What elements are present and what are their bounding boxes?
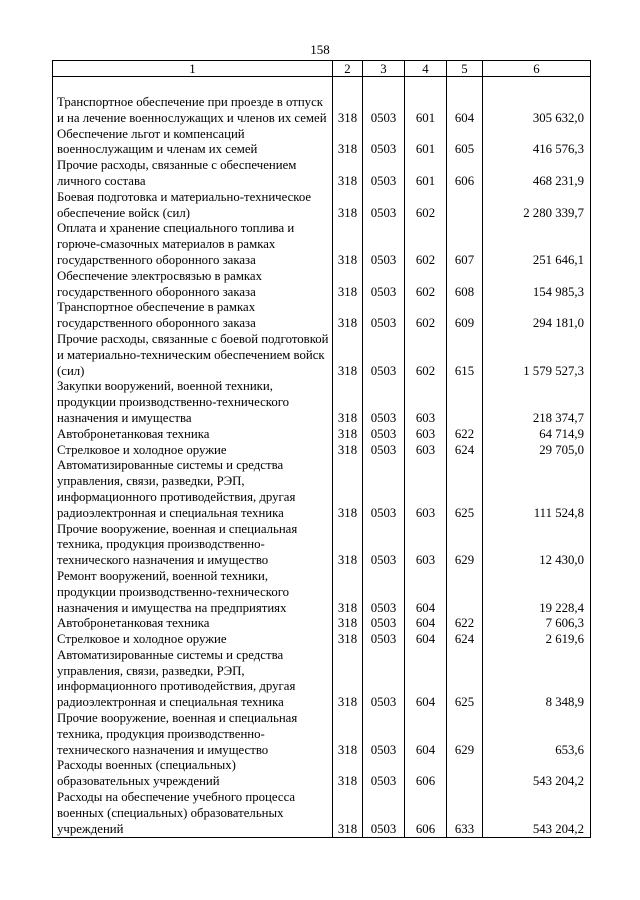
row-code-chapter: 318 — [333, 522, 363, 569]
row-code-expense-type: 622 — [447, 427, 483, 443]
row-amount: 468 231,9 — [483, 158, 591, 190]
spacer-row — [53, 77, 591, 96]
row-code-article: 602 — [405, 221, 447, 268]
row-code-chapter: 318 — [333, 616, 363, 632]
row-amount: 543 204,2 — [483, 790, 591, 838]
row-code-section: 0503 — [363, 632, 405, 648]
row-code-section: 0503 — [363, 221, 405, 268]
row-code-chapter: 318 — [333, 443, 363, 459]
table-row — [53, 269, 591, 301]
row-code-chapter: 318 — [333, 127, 363, 159]
row-name: Автоматизированные системы и средства управления, связи, разведки, РЭП, информационного противодействия, другая радиоэлектронная и специальная техника — [53, 458, 333, 521]
row-code-section: 0503 — [363, 158, 405, 190]
table-row — [53, 332, 591, 379]
table-row — [53, 300, 591, 332]
row-amount: 653,6 — [483, 711, 591, 758]
row-code-article: 602 — [405, 190, 447, 222]
row-amount: 251 646,1 — [483, 221, 591, 268]
row-code-section: 0503 — [363, 300, 405, 332]
row-code-chapter: 318 — [333, 458, 363, 521]
row-name: Автобронетанковая техника — [53, 616, 333, 632]
row-code-chapter: 318 — [333, 158, 363, 190]
row-code-expense-type: 605 — [447, 127, 483, 159]
row-amount: 154 985,3 — [483, 269, 591, 301]
row-code-article: 603 — [405, 427, 447, 443]
row-amount: 7 606,3 — [483, 616, 591, 632]
row-amount: 218 374,7 — [483, 379, 591, 426]
row-name: Стрелковое и холодное оружие — [53, 632, 333, 648]
row-code-expense-type: 629 — [447, 522, 483, 569]
row-code-article: 601 — [405, 158, 447, 190]
row-code-expense-type: 624 — [447, 443, 483, 459]
column-header-1: 1 — [53, 61, 333, 77]
row-code-expense-type: 629 — [447, 711, 483, 758]
row-amount: 305 632,0 — [483, 95, 591, 127]
table-row — [53, 95, 591, 127]
row-code-section: 0503 — [363, 332, 405, 379]
table-row — [53, 569, 591, 616]
row-code-section: 0503 — [363, 790, 405, 838]
row-code-section: 0503 — [363, 648, 405, 711]
table-row — [53, 648, 591, 711]
row-amount: 294 181,0 — [483, 300, 591, 332]
row-amount: 12 430,0 — [483, 522, 591, 569]
row-code-chapter: 318 — [333, 632, 363, 648]
row-name: Закупки вооружений, военной техники, продукции производственно-технического назначения и имущества — [53, 379, 333, 426]
table-row — [53, 427, 591, 443]
table-row — [53, 522, 591, 569]
row-code-article: 603 — [405, 458, 447, 521]
row-name: Стрелковое и холодное оружие — [53, 443, 333, 459]
column-header-2: 2 — [333, 61, 363, 77]
row-code-chapter: 318 — [333, 758, 363, 790]
row-amount: 416 576,3 — [483, 127, 591, 159]
row-code-expense-type: 633 — [447, 790, 483, 838]
table-row — [53, 127, 591, 159]
table-row — [53, 458, 591, 521]
row-code-article: 601 — [405, 95, 447, 127]
row-name: Ремонт вооружений, военной техники, продукции производственно-технического назначения и имущества на предприятиях — [53, 569, 333, 616]
row-code-article: 601 — [405, 127, 447, 159]
row-code-expense-type: 624 — [447, 632, 483, 648]
row-code-chapter: 318 — [333, 221, 363, 268]
row-code-article: 604 — [405, 632, 447, 648]
row-code-chapter: 318 — [333, 269, 363, 301]
row-name: Прочие вооружение, военная и специальная техника, продукция производственно-технического назначения и имущество — [53, 522, 333, 569]
table-row — [53, 790, 591, 838]
row-amount: 8 348,9 — [483, 648, 591, 711]
row-name: Транспортное обеспечение в рамках государственного оборонного заказа — [53, 300, 333, 332]
column-header-3: 3 — [363, 61, 405, 77]
row-code-expense-type: 609 — [447, 300, 483, 332]
row-code-article: 604 — [405, 569, 447, 616]
row-code-section: 0503 — [363, 458, 405, 521]
row-amount: 2 280 339,7 — [483, 190, 591, 222]
row-code-expense-type: 625 — [447, 648, 483, 711]
row-code-expense-type: 622 — [447, 616, 483, 632]
row-code-article: 603 — [405, 522, 447, 569]
row-code-section: 0503 — [363, 569, 405, 616]
row-name: Автобронетанковая техника — [53, 427, 333, 443]
row-code-article: 604 — [405, 648, 447, 711]
column-header-6: 6 — [483, 61, 591, 77]
row-amount: 2 619,6 — [483, 632, 591, 648]
table-row — [53, 221, 591, 268]
table-row — [53, 758, 591, 790]
row-name: Автоматизированные системы и средства управления, связи, разведки, РЭП, информационного противодействия, другая радиоэлектронная и специальная техника — [53, 648, 333, 711]
row-code-article: 603 — [405, 443, 447, 459]
table-row — [53, 158, 591, 190]
row-code-section: 0503 — [363, 95, 405, 127]
row-code-article: 604 — [405, 711, 447, 758]
row-code-chapter: 318 — [333, 648, 363, 711]
row-code-chapter: 318 — [333, 569, 363, 616]
row-name: Боевая подготовка и материально-техническое обеспечение войск (сил) — [53, 190, 333, 222]
row-code-chapter: 318 — [333, 711, 363, 758]
table-row — [53, 632, 591, 648]
row-code-section: 0503 — [363, 427, 405, 443]
row-code-section: 0503 — [363, 522, 405, 569]
row-code-chapter: 318 — [333, 190, 363, 222]
row-code-article: 606 — [405, 790, 447, 838]
row-amount: 543 204,2 — [483, 758, 591, 790]
row-name: Обеспечение электросвязью в рамках государственного оборонного заказа — [53, 269, 333, 301]
row-name: Прочие расходы, связанные с боевой подготовкой и материально-техническим обеспечением войск (сил) — [53, 332, 333, 379]
table-body — [53, 77, 591, 838]
row-code-chapter: 318 — [333, 300, 363, 332]
row-code-expense-type — [447, 190, 483, 222]
row-name: Расходы на обеспечение учебного процесса военных (специальных) образовательных учреждений — [53, 790, 333, 838]
row-code-expense-type: 615 — [447, 332, 483, 379]
row-code-section: 0503 — [363, 269, 405, 301]
row-name: Транспортное обеспечение при проезде в отпуск и на лечение военнослужащих и членов их семей — [53, 95, 333, 127]
table-row — [53, 711, 591, 758]
row-amount: 64 714,9 — [483, 427, 591, 443]
row-name: Оплата и хранение специального топлива и горюче-смазочных материалов в рамках государственного оборонного заказа — [53, 221, 333, 268]
row-code-expense-type: 625 — [447, 458, 483, 521]
row-code-section: 0503 — [363, 758, 405, 790]
row-code-chapter: 318 — [333, 379, 363, 426]
column-header-5: 5 — [447, 61, 483, 77]
row-code-expense-type: 604 — [447, 95, 483, 127]
row-name: Прочие расходы, связанные с обеспечением личного состава — [53, 158, 333, 190]
row-amount: 1 579 527,3 — [483, 332, 591, 379]
row-code-section: 0503 — [363, 127, 405, 159]
budget-table-container — [52, 60, 590, 838]
row-code-article: 602 — [405, 269, 447, 301]
row-amount: 29 705,0 — [483, 443, 591, 459]
header-row — [53, 61, 591, 77]
row-code-expense-type — [447, 569, 483, 616]
table-header — [53, 61, 591, 77]
row-amount: 19 228,4 — [483, 569, 591, 616]
row-code-expense-type: 608 — [447, 269, 483, 301]
row-code-section: 0503 — [363, 616, 405, 632]
row-code-article: 602 — [405, 332, 447, 379]
row-code-expense-type — [447, 379, 483, 426]
row-code-section: 0503 — [363, 443, 405, 459]
budget-table — [52, 60, 591, 838]
row-code-article: 603 — [405, 379, 447, 426]
table-row — [53, 443, 591, 459]
row-code-chapter: 318 — [333, 790, 363, 838]
row-code-article: 604 — [405, 616, 447, 632]
table-row — [53, 616, 591, 632]
row-code-section: 0503 — [363, 711, 405, 758]
column-header-4: 4 — [405, 61, 447, 77]
row-amount: 111 524,8 — [483, 458, 591, 521]
row-code-chapter: 318 — [333, 427, 363, 443]
row-code-section: 0503 — [363, 190, 405, 222]
row-code-expense-type: 607 — [447, 221, 483, 268]
row-code-chapter: 318 — [333, 95, 363, 127]
row-code-article: 606 — [405, 758, 447, 790]
table-row — [53, 379, 591, 426]
row-name: Расходы военных (специальных) образовательных учреждений — [53, 758, 333, 790]
row-code-expense-type: 606 — [447, 158, 483, 190]
row-name: Обеспечение льгот и компенсаций военнослужащим и членам их семей — [53, 127, 333, 159]
page-number: 158 — [310, 42, 330, 57]
row-code-section: 0503 — [363, 379, 405, 426]
row-name: Прочие вооружение, военная и специальная техника, продукция производственно-технического назначения и имущество — [53, 711, 333, 758]
row-code-chapter: 318 — [333, 332, 363, 379]
row-code-article: 602 — [405, 300, 447, 332]
table-row — [53, 190, 591, 222]
row-code-expense-type — [447, 758, 483, 790]
